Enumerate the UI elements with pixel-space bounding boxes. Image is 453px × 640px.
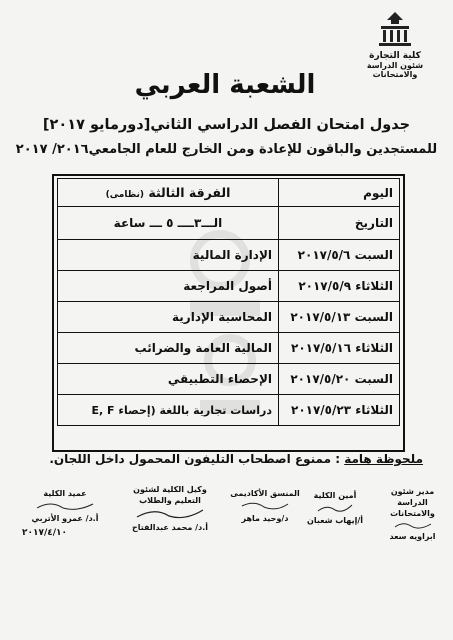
exam-subject: دراسات تجارية باللغة (إحصاء E, F [58, 395, 279, 426]
signature-name: أ.د/ عمرو الأتربي [31, 514, 99, 523]
exam-time: الـــ٣ــــ ٥ ـــ ساعة [113, 216, 223, 230]
grade-name: الفرقة الثالثة [148, 185, 231, 200]
signature-scribble-icon [135, 507, 205, 521]
signature-scribble-icon [315, 502, 355, 514]
signature-title: المنسق الأكاديمى [230, 489, 300, 498]
department-name: شئون الدراسة والامتحانات [366, 61, 424, 79]
signature-scribble-icon [240, 500, 290, 512]
signature-coordinator [230, 488, 300, 524]
signatures-block [20, 482, 440, 552]
signature-registrar [385, 486, 440, 542]
signature-title: مدير شئون الدراسة والامتحانات [390, 487, 435, 518]
table-row [58, 395, 400, 426]
exam-date: السبت ٢٠١٧/٥/٦ [279, 240, 400, 271]
date-label: التاريخ [279, 207, 400, 240]
exam-subject: الإحصاء التطبيقي [58, 364, 279, 395]
signature-title: أمين الكلية [313, 491, 357, 500]
signature-scribble-icon [35, 500, 95, 512]
note-text: : ممنوع اصطحاب التليفون المحمول داخل اللجان. [49, 452, 341, 466]
time-cell [58, 207, 279, 240]
signature-title: عميد الكلية [43, 489, 87, 498]
table-subheader-row [58, 207, 400, 240]
signature-scribble-icon [393, 520, 433, 530]
exam-date: السبت ٢٠١٧/٥/٢٠ [279, 364, 400, 395]
signature-name: د/وحيد ماهر [241, 514, 289, 523]
day-label: اليوم [279, 179, 400, 207]
table-row [58, 302, 400, 333]
signature-secretary [305, 490, 365, 526]
exam-subject: أصول المراجعة [58, 271, 279, 302]
signature-vice-dean [125, 484, 215, 533]
university-emblem-icon [373, 10, 417, 50]
exam-date: السبت ٢٠١٧/٥/١٣ [279, 302, 400, 333]
faculty-name: كلية التجارة [369, 51, 421, 61]
exam-subject: الإدارة المالية [58, 240, 279, 271]
exam-schedule-table [57, 178, 400, 426]
important-note [49, 452, 423, 466]
note-label: ملحوظة هامة [344, 452, 423, 466]
table-row [58, 364, 400, 395]
signature-dean [20, 488, 110, 524]
exam-subject: المحاسبة الإدارية [58, 302, 279, 333]
grade-note: (نظامى) [105, 190, 145, 200]
grade-cell [58, 179, 279, 207]
exam-subject: المالية العامة والضرائب [58, 333, 279, 364]
signature-title: وكيل الكلية لشئون التعليم والطلاب [133, 485, 207, 505]
division-heading: الشعبة العربي [134, 70, 316, 100]
signature-name: ابراويه سعد [389, 532, 436, 541]
faculty-logo [355, 10, 435, 80]
table-row [58, 333, 400, 364]
table-row [58, 240, 400, 271]
table-row [58, 271, 400, 302]
signature-date: ٢٠١٧/٤/١٠ [22, 528, 68, 538]
schedule-title: جدول امتحان الفصل الدراسي الثاني[دورمايو ٢٠١٧] [42, 117, 411, 133]
signature-name: أ/إيهاب شعبان [307, 516, 363, 525]
signature-name: أ.د/ محمد عبدالفتاح [132, 523, 208, 532]
table-header-row [58, 179, 400, 207]
exam-date: الثلاثاء ٢٠١٧/٥/٩ [279, 271, 400, 302]
schedule-subtitle: للمستجدين والباقون للإعادة ومن الخارج للعام الجامعي٢٠١٦/ ٢٠١٧ [15, 142, 438, 157]
exam-date: الثلاثاء ٢٠١٧/٥/١٦ [279, 333, 400, 364]
exam-date: الثلاثاء ٢٠١٧/٥/٢٣ [279, 395, 400, 426]
